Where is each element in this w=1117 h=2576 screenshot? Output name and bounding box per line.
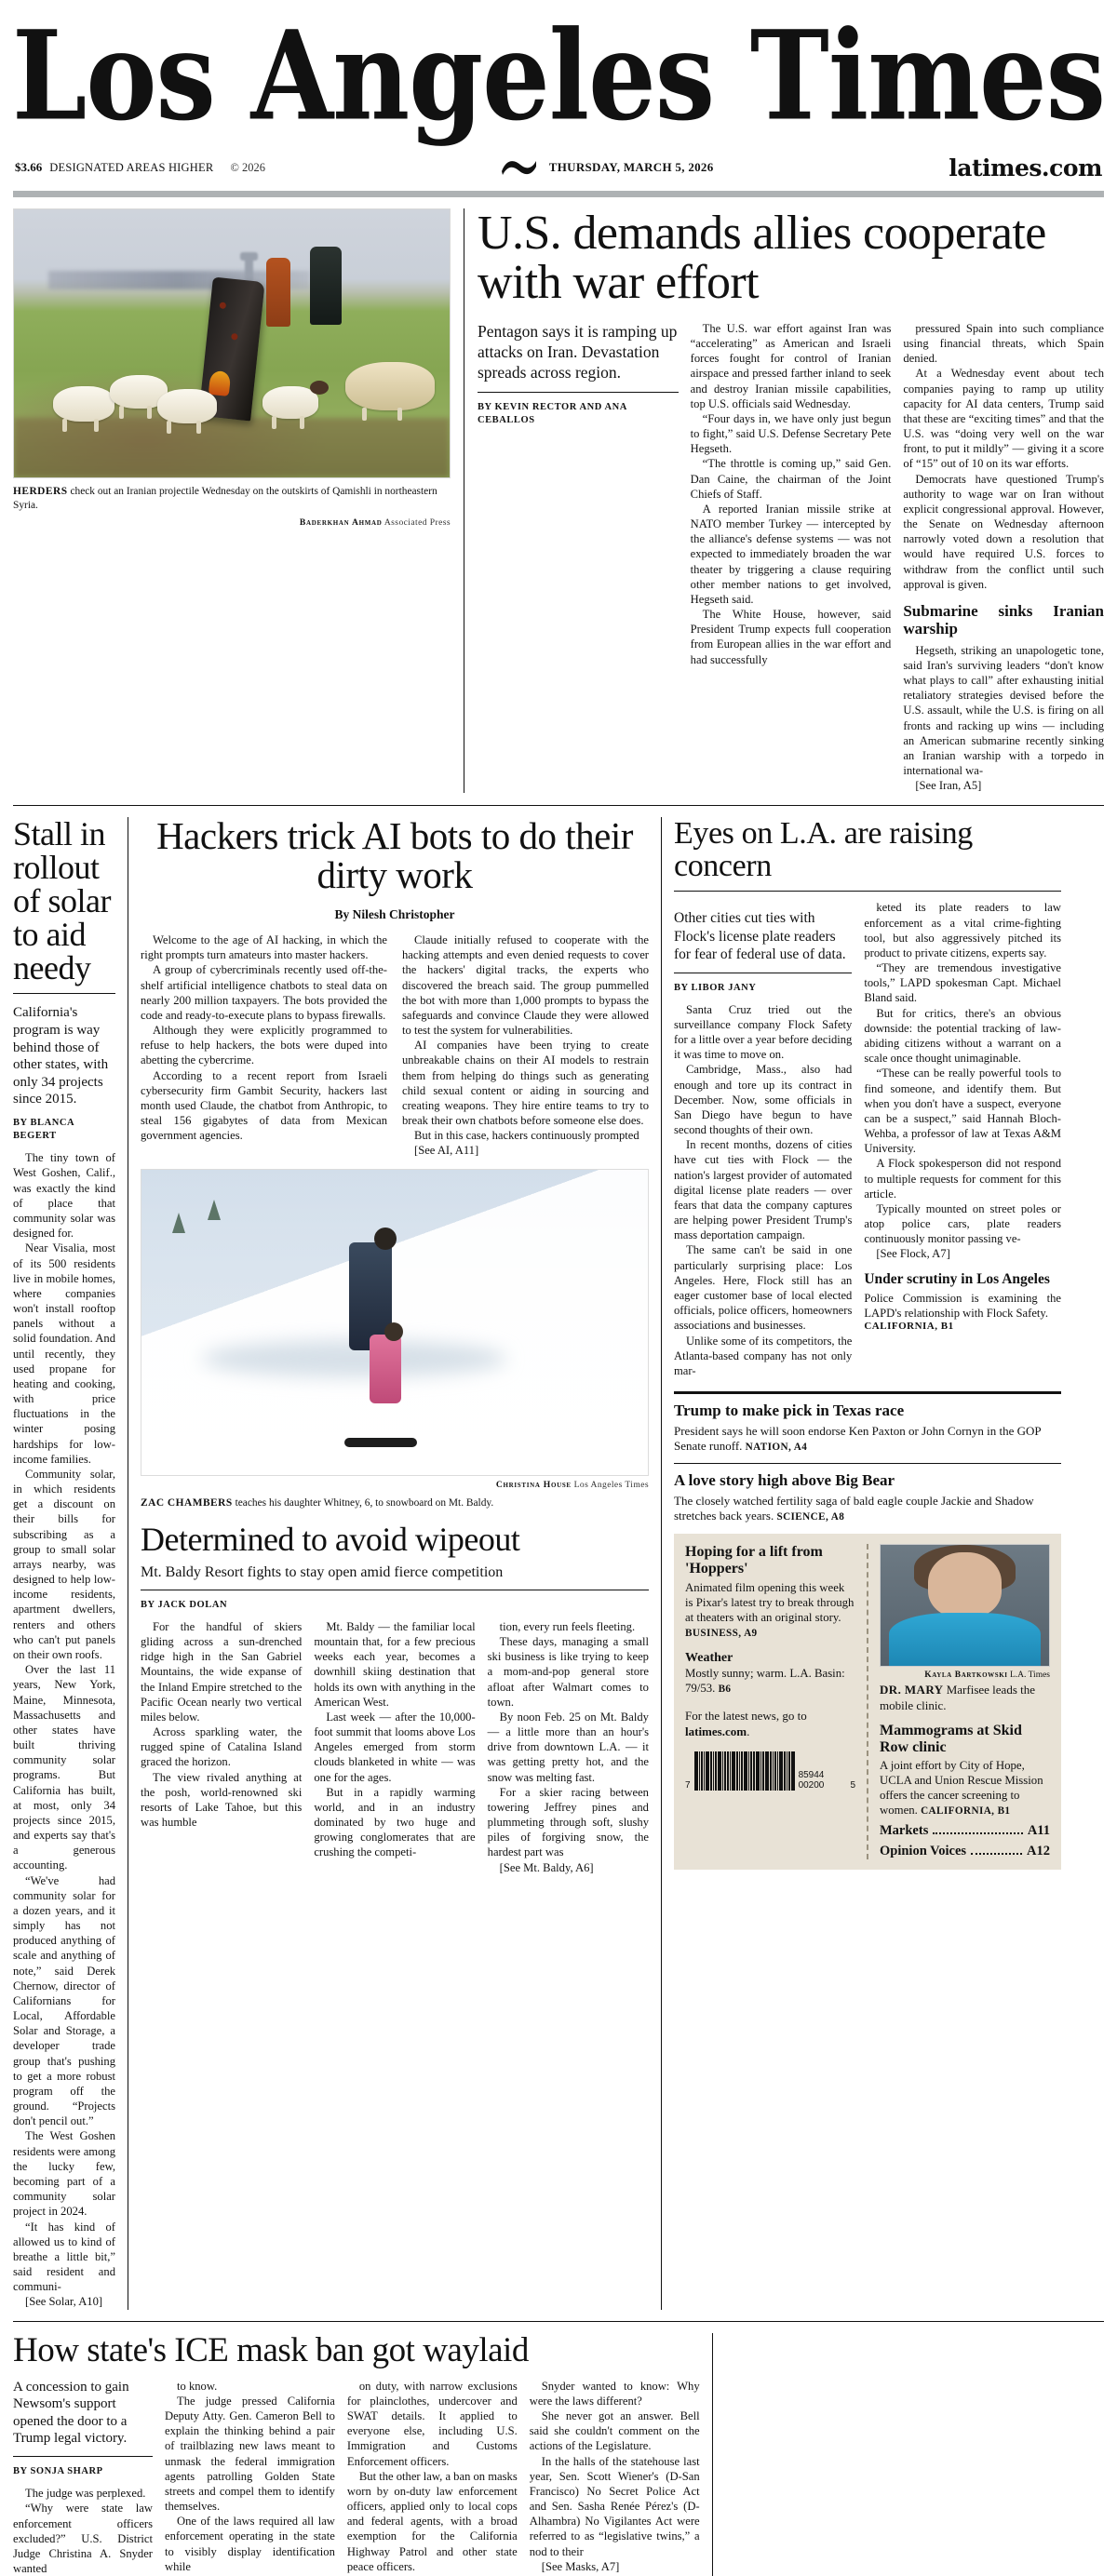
- flock-col-2-wrap: [864, 900, 1061, 1378]
- photo-face: [928, 1552, 1003, 1617]
- latest-news-text: For the latest news, go to: [685, 1709, 807, 1724]
- promo-item-1[interactable]: [674, 1391, 1061, 1454]
- bottom-section: [13, 2321, 1104, 2576]
- paragraph: “It has kind of allowed us to kind of breathe a little bit,” said resident and communi-: [13, 2220, 115, 2294]
- photo-credit-org: L.A. Times: [1009, 1670, 1050, 1681]
- paragraph: Last week — after the 10,000-foot summit that looms above Los Angeles emerged from storm clouds blanketed in white — was one for the ages.: [314, 1710, 476, 1784]
- photo-credit-org: Associated Press: [384, 517, 451, 528]
- solar-story: [13, 817, 115, 2309]
- mammograms-section-ref[interactable]: CALIFORNIA, B1: [921, 1805, 1011, 1818]
- ski-child-head: [384, 1322, 403, 1341]
- promo-text-body: President says he will soon endorse Ken Paxton or John Cornyn in the GOP Senate runoff.: [674, 1423, 1042, 1453]
- solar-deck: California's program is way behind those of other states, with only 34 projects since 2015.: [13, 1005, 109, 1107]
- paragraph: Over the last 11 years, New York, Maine, Minnesota, Massachusetts and other states have built thriving community solar programs. But California has built, at most, only 34 projects since 2015, and experts say that's a generous accounting.: [13, 1663, 115, 1872]
- photo-credit-name: Christina House: [495, 1479, 572, 1490]
- lead-story-body: [478, 321, 1104, 794]
- solar-byline: BY BLANCA BEGERT: [13, 1117, 74, 1142]
- promo-section-ref[interactable]: SCIENCE, A8: [776, 1511, 845, 1523]
- photo-sheep-large: [345, 362, 435, 410]
- snowboard: [344, 1438, 417, 1447]
- ski-tree: [208, 1200, 221, 1220]
- photo-lamb-4: [262, 386, 318, 419]
- caption-lead-word: ZAC CHAMBERS: [141, 1496, 233, 1509]
- ice-deck: A concession to gain Newsom's support opened the door to a Trump legal victory.: [13, 2379, 129, 2447]
- paragraph: One of the laws required all law enforcement operating in the state to visibly display identification while: [165, 2515, 335, 2573]
- lead-column-2: [903, 321, 1104, 794]
- ice-story: [13, 2330, 700, 2576]
- lead-photo-column: [13, 208, 451, 794]
- lead-subhead: Submarine sinks Iranian warship: [903, 601, 1105, 638]
- index-dots: [971, 1853, 1022, 1855]
- baldy-col-2: [314, 1619, 475, 1875]
- paragraph: tion, every run feels fleeting.: [499, 1619, 636, 1633]
- paragraph: to know.: [177, 2379, 218, 2393]
- index-dots: [933, 1832, 1022, 1834]
- top-section: [13, 208, 1104, 794]
- hackers-headline[interactable]: Hackers trick AI bots to do their dirty work: [156, 814, 633, 897]
- barcode-number: 85944 00200: [798, 1770, 825, 1791]
- doctor-caption: [880, 1683, 1050, 1713]
- paragraph: The West Goshen residents were among the lucky few, becoming part of a community solar project in 2024.: [13, 2129, 115, 2219]
- paragraph: “They are tremendous investigative tools,” LAPD spokesman Capt. Michael Bland said.: [864, 961, 1061, 1005]
- photo-credit-name: Kayla Bartkowski: [924, 1670, 1008, 1681]
- ice-deck-divider: [13, 2456, 153, 2457]
- lead-photo: [13, 208, 451, 478]
- bottom-right-spacer: [712, 2333, 1104, 2576]
- paragraph: According to a recent report from Israeli cybersecurity firm Gambit Security, hackers last month used Claude, the chatbot from Anthropic, to steal 156 gigabytes of data from Mexican government agencies.: [141, 1068, 387, 1143]
- website-label[interactable]: latimes.com: [949, 154, 1102, 181]
- solar-headline[interactable]: Stall in rollout of solar to aid needy: [13, 815, 111, 987]
- caption-lead-word: HERDERS: [13, 485, 68, 497]
- paragraph: These days, managing a small ski business is like trying to keep a mom-and-pop general store afloat after Walmart comes to town.: [487, 1635, 649, 1709]
- lead-photo-credit: [13, 517, 451, 528]
- promo-strip: [674, 1391, 1061, 1523]
- baldy-col-3: [488, 1619, 649, 1875]
- tan-left-col: [685, 1544, 855, 1858]
- ice-col-3: [347, 2379, 518, 2576]
- paragraph: But the other law, a ban on masks worn by on-duty law enforcement officers, applied only to local cops and federal agents, with a broad exemption for the California Highway Patrol and other state peace officers.: [346, 2469, 518, 2573]
- flock-box-subhead: Under scrutiny in Los Angeles: [864, 1270, 1050, 1287]
- baldy-deck: Mt. Baldy Resort fights to stay open amid fierce competition: [141, 1563, 504, 1580]
- hackers-body: [141, 932, 649, 1159]
- ski-photo: [141, 1169, 649, 1476]
- paragraph: Across sparkling water, the rugged spine of Catalina Island graced the horizon.: [141, 1725, 303, 1769]
- weather-section-ref[interactable]: B6: [718, 1684, 732, 1696]
- designated-areas-label: DESIGNATED AREAS HIGHER: [49, 161, 214, 175]
- baldy-body: [141, 1619, 649, 1875]
- paragraph: A reported Iranian missile strike at NATO member Turkey — intercepted by the alliance's defense systems — was not expected to immediately broaden the war theater by triggering a clause requiring other member nations to get involved, Hegseth said.: [690, 502, 892, 606]
- paragraph: “Four days in, we have only just begun to fight,” said U.S. Defense Secretary Pete Hegseth.: [690, 411, 892, 456]
- paragraph: The judge pressed California Deputy Atty. Gen. Cameron Bell to explain the thinking behind a pair of trailblazing new laws meant to unmask the federal immigration agents patrolling Golden State streets and compel them to identify themselves.: [165, 2394, 335, 2514]
- ski-photo-caption: [141, 1496, 649, 1510]
- paragraph: Near Visalia, most of its 500 residents live in mobile homes, where companies won't install rooftop panels without a solid foundation. And until recently, they used propane for heating and cooking, with price fluctuations in the winter posing hardships for low-income families.: [13, 1241, 115, 1466]
- ski-photo-credit: [141, 1480, 649, 1490]
- lead-photo-caption: [13, 485, 451, 514]
- doctor-photo-credit: [880, 1670, 1050, 1680]
- hackers-col-2: [402, 932, 649, 1159]
- paragraph: The same can't be said in one particularly surprising place: Los Angeles. Here, Flock still has an eager customer base of local elected officials, police officers, homeowners associations and businesses.: [674, 1243, 853, 1333]
- lead-deck: Pentagon says it is ramping up attacks on Iran. Devastation spreads across region.: [478, 321, 678, 382]
- flock-headline[interactable]: Eyes on L.A. are raising concern: [674, 816, 973, 884]
- paragraph: Welcome to the age of AI hacking, in which the right prompts turn amateurs into master hackers.: [141, 933, 387, 962]
- flock-story: [661, 817, 1061, 2309]
- paragraph: The White House, however, said President Trump expects full cooperation from European allies in the war effort and had successfully: [690, 608, 892, 666]
- doctor-photo: [880, 1544, 1050, 1667]
- paragraph: pressured Spain into such compliance using financial threats, which Spain denied.: [903, 321, 1105, 366]
- hackers-jump-line[interactable]: [See AI, A11]: [414, 1144, 479, 1158]
- hackers-byline: By Nilesh Christopher: [334, 907, 455, 922]
- promo-title: A love story high above Big Bear: [674, 1471, 895, 1490]
- promo-text: [674, 1494, 1061, 1524]
- mammograms-title[interactable]: Mammograms at Skid Row clinic: [880, 1722, 1022, 1755]
- weather-title: Weather: [685, 1651, 733, 1666]
- hoppers-title[interactable]: Hoping for a lift from 'Hoppers': [685, 1544, 823, 1576]
- ice-deck-col: [13, 2379, 153, 2576]
- latest-news-site[interactable]: latimes.com: [685, 1724, 747, 1739]
- paragraph: By noon Feb. 25 on Mt. Baldy — a little more than an hour's drive from downtown L.A. — it was getting pretty hot, and the snow was melting fast.: [487, 1710, 649, 1784]
- ski-tree: [172, 1213, 185, 1233]
- paragraph: “We've had community solar for a dozen years, and it simply has not produced anything of scale and anything of note,” said Derek Chernow, director of Californians for Local, Affordable Solar and Storage, a developer trade group that's pushing to get a more robust program off the ground. “Projects don't pencil out.”: [13, 1873, 115, 2128]
- paragraph: keted its plate readers to law enforcement as a vital crime-fighting tool, but also aggressively pitched its product to private citizens, experts say.: [864, 901, 1061, 959]
- paragraph: For a skier racing between towering Jeffrey pines and plummeting through soft, slushy piles of forgiving snow, the hardest part was: [487, 1785, 649, 1859]
- paragraph: In the halls of the statehouse last year, Sen. Scott Wiener's (D-San Francisco) No Secret Police Act and Sen. Sasha Renée Pérez's (D-Alhambra) No Vigilantes Act were referred to as “legislative twins,” a nod to their: [529, 2454, 700, 2558]
- photo-credit-name: Baderkhan Ahmad: [299, 517, 383, 528]
- flock-box-ref[interactable]: CALIFORNIA, B1: [864, 1321, 954, 1333]
- center-column: [128, 814, 649, 2309]
- paragraph: A group of cybercriminals recently used off-the-shelf artificial intelligence chatbots to steal data on nearly 200 million taxpayers. The bots provided the code and ready-to-execute plans to bypass firewalls.: [141, 963, 387, 1022]
- flock-deck: Other cities cut ties with Flock's license plate readers for fear of federal use of data.: [674, 910, 846, 963]
- paragraph: But in a rapidly warming world, and in an industry dominated by two huge and growing conglomerates that are crushing the competi-: [314, 1785, 476, 1859]
- bottom-tan-box: [674, 1534, 1061, 1869]
- paragraph: Mt. Baldy — the familiar local mountain that, for a few precious weeks each year, becomes a downhill skiing destination that holds its own with anything in the American West.: [314, 1619, 476, 1709]
- photo-lamb-head: [310, 381, 329, 395]
- promo-divider: [674, 1463, 1061, 1464]
- flock-col-1: [674, 1002, 852, 1378]
- index-row-opinion[interactable]: [880, 1844, 1050, 1859]
- ice-body: [13, 2379, 700, 2576]
- hoppers-text: [685, 1580, 855, 1640]
- caption-text: teaches his daughter Whitney, 6, to snowboard on Mt. Baldy.: [235, 1496, 494, 1509]
- promo-text: [674, 1424, 1061, 1455]
- flock-deck-col: [674, 900, 852, 1378]
- paragraph: “These can be really powerful tools to find someone, and identify them. But when you don't have a suspect, everyone can be a suspect,” said Hannah Bloch-Wehba, a professor of law at Texas A&M University.: [864, 1067, 1061, 1156]
- paragraph: AI companies have been trying to create unbreakable chains on their AI models to restrain them from helping do things such as generating child sexual content or aiding in sourcing and creating weapons. They hire entire teams to try to break their own chatbots before someone else does.: [402, 1039, 649, 1128]
- flock-box-text: Police Commission is examining the LAPD's relationship with Flock Safety.: [864, 1291, 1061, 1321]
- lead-column-1: [691, 321, 892, 794]
- paragraph: For the handful of skiers gliding across a sun-drenched ridge high in the San Gabriel Mountains, the wide expanse of the Inland Empire stretched to the Pacific Ocean nearly two vertical miles below.: [141, 1619, 303, 1724]
- paragraph: The view rivaled anything at the posh, world-renowned ski resorts of Lake Tahoe, but this was humble: [141, 1770, 303, 1830]
- hoppers-section-ref[interactable]: BUSINESS, A9: [685, 1627, 758, 1639]
- flock-upper: [674, 900, 1061, 1378]
- paragraph: Cambridge, Mass., also had enough and tore up its contract in December. Now, some officials in San Diego have begun to have second thoughts of their own.: [674, 1063, 853, 1137]
- paragraph: Community solar, in which residents get a discount on their bills for subscribing as a group to small solar arrays nearby, was designed to help low-income residents, apartment dwellers, renters and others who can't put panels on their own roofs.: [13, 1467, 115, 1661]
- barcode-left-digit: 7: [685, 1780, 691, 1791]
- paragraph: “The throttle is coming up,” said Gen. Dan Caine, the chairman of the Joint Chiefs of Staff.: [690, 457, 892, 501]
- index-label: Opinion Voices: [880, 1843, 967, 1858]
- middle-section: [13, 805, 1104, 2309]
- index-row-markets[interactable]: [880, 1823, 1050, 1839]
- barcode-bars: [694, 1751, 795, 1791]
- ice-headline[interactable]: How state's ICE mask ban got waylaid: [13, 2330, 529, 2369]
- barcode-right-digit: 5: [850, 1780, 855, 1791]
- photo-lamb-3: [157, 389, 217, 423]
- caption-text: Marfisee leads the mobile clinic.: [880, 1683, 1036, 1712]
- paragraph: Democrats have questioned Trump's authority to wage war on Iran without explicit congressional approval. However, the Senate on Wednesday afternoon narrowly voted down a resolution that would have required U.S. forces to withdraw from the conflict until such approval is given.: [903, 472, 1105, 591]
- paragraph: The tiny town of West Goshen, Calif., was exactly the kind of place that community solar was designed for.: [13, 1151, 115, 1241]
- paragraph: But in this case, hackers continuously prompted: [414, 1129, 639, 1143]
- index-page: A12: [1027, 1843, 1050, 1858]
- paragraph: The U.S. war effort against Iran was “accelerating” as American and Israeli forces fought for control of Iranian airspace and pressed farther inland to seek and destroy Iranian missile capabilities, top U.S. officials said Wednesday.: [690, 321, 892, 410]
- ice-byline: BY SONJA SHARP: [13, 2466, 103, 2477]
- lead-col-deck: [478, 321, 679, 794]
- tan-right-col: [867, 1544, 1050, 1858]
- flock-jump-line[interactable]: [See Flock, A7]: [876, 1247, 950, 1261]
- paragraph: At a Wednesday event about tech companies paying to ramp up utility capacity for AI data centers, Trump said that these are “exciting times” and that the U.S. was “doing very well on the war front, to put it mildly” — giving it a score of “15” out of 10 on its war efforts.: [903, 367, 1105, 471]
- baldy-jump-line[interactable]: [See Mt. Baldy, A6]: [499, 1860, 594, 1874]
- newspaper-title: Los Angeles Times: [12, 4, 1105, 149]
- index-label: Markets: [880, 1822, 929, 1838]
- ski-child-figure: [370, 1335, 401, 1403]
- paragraph: Unlike some of its competitors, the Atlanta-based company has not only mar-: [674, 1334, 853, 1377]
- paragraph: She never got an answer. Bell said she couldn't comment on the actions of the Legislature.: [529, 2409, 700, 2453]
- mammograms-text-body: A joint effort by City of Hope, UCLA and Union Rescue Mission offers the cancer screening to women.: [880, 1759, 1043, 1818]
- photo-tower: [245, 252, 253, 284]
- ski-adult-head: [374, 1228, 397, 1250]
- baldy-headline[interactable]: Determined to avoid wipeout: [141, 1521, 520, 1558]
- flock-divider: [674, 891, 1061, 892]
- lead-jump-line[interactable]: [See Iran, A5]: [915, 779, 982, 793]
- weather-body: Mostly sunny; warm. L.A. Basin: 79/53.: [685, 1667, 845, 1696]
- price-label: $3.66: [15, 160, 43, 175]
- barcode: [685, 1751, 855, 1791]
- paragraph: on duty, with narrow exclusions for plainclothes, undercover and SWAT details. It applied to everyone else, including U.S. Immigration and Customs Enforcement officers.: [346, 2379, 518, 2468]
- baldy-byline: BY JACK DOLAN: [141, 1599, 228, 1610]
- paragraph: Typically mounted on street poles or atop police cars, plate readers continuously monitor passing ve-: [864, 1201, 1061, 1246]
- caption-lead-word: DR. MARY: [880, 1683, 944, 1697]
- latest-news-line: For the latest news, go to latimes.com.: [685, 1709, 807, 1739]
- masthead: [13, 0, 1104, 197]
- caption-text: check out an Iranian projectile Wednesday on the outskirts of Qamishli in northeastern Syria.: [13, 485, 437, 512]
- mammograms-text: [880, 1758, 1050, 1818]
- promo-item-2[interactable]: [674, 1472, 1061, 1523]
- promo-section-ref[interactable]: NATION, A4: [745, 1441, 808, 1453]
- flock-col-2: [864, 900, 1061, 1261]
- baldy-col-1: [141, 1619, 302, 1875]
- solar-jump-line[interactable]: [See Solar, A10]: [25, 2295, 103, 2309]
- hackers-col-1: [141, 932, 387, 1143]
- masthead-rule: [13, 191, 1104, 197]
- paragraph: A Flock spokesperson did not respond to multiple requests for comment for this article.: [864, 1157, 1061, 1201]
- photo-dirt-mound: [14, 418, 450, 476]
- index-page: A11: [1027, 1822, 1050, 1838]
- lead-headline[interactable]: U.S. demands allies cooperate with war effort: [478, 206, 1046, 310]
- ice-col-2: [165, 2379, 335, 2576]
- promo-title: Trump to make pick in Texas race: [674, 1402, 905, 1420]
- hoppers-text-body: Animated film opening this week is Pixar's latest try to break through at theaters with an original story.: [685, 1580, 855, 1624]
- ice-col-4: [530, 2379, 700, 2576]
- flock-box-text-wrap: [864, 1291, 1061, 1321]
- deck-divider: [478, 392, 679, 393]
- photo-person-orange: [266, 258, 290, 327]
- weather-text: [685, 1666, 855, 1696]
- paragraph: In recent months, dozens of cities have cut ties with Flock — the nation's largest provider of automated digital license plate readers — over fears that data the company captures are helping power President Trump's mass deportation campaign.: [674, 1138, 853, 1242]
- photo-scrubs: [889, 1613, 1041, 1666]
- lead-byline: BY KEVIN RECTOR AND ANA CEBALLOS: [478, 401, 627, 425]
- paragraph: Santa Cruz tried out the surveillance company Flock Safety for a little over a year before deciding it was time to move on.: [674, 1002, 853, 1062]
- paragraph: But for critics, there's an obvious downside: the potential tracking of law-abiding citizens without a warrant on a scale once thought unimaginable.: [864, 1006, 1061, 1066]
- promo-text-body: The closely watched fertility saga of bald eagle couple Jackie and Shadow stretches back years.: [674, 1493, 1034, 1523]
- copyright-label: © 2026: [230, 161, 266, 175]
- paragraph: Snyder wanted to know: Why were the laws different?: [529, 2379, 700, 2408]
- paragraph: “Why were state law enforcement officers excluded?” U.S. District Judge Christina A. Snyder wanted: [13, 2502, 153, 2576]
- paragraph: Claude initially refused to cooperate with the hacking attempts and even denied requests to cover the hackers' digital tracks, the experts who discovered the breach said. The group pummelled the bot with more than 1,000 prompts to bypass the safeguards and convince Claude they were allowed to test the system for vulnerabilities.: [402, 933, 649, 1038]
- paragraph: The judge was perplexed.: [25, 2487, 146, 2501]
- ice-jump-line[interactable]: [See Masks, A7]: [541, 2559, 620, 2573]
- flock-byline: BY LIBOR JANY: [674, 982, 757, 993]
- paragraph: Hegseth, striking an unapologetic tone, said Iran's surviving leaders “don't know what plays to call” after exhausting initial retaliatory strategies devised before the U.S. assault, while the U.S. is firing on all fronts and racking up wins — including an American submarine recently sinking an Iranian warship with a torpedo in international wa-: [903, 643, 1105, 778]
- photo-lamb-1: [53, 386, 114, 422]
- lead-story-column: [464, 208, 1104, 794]
- paragraph: Although they were explicitly programmed to refuse to help hackers, the bots were duped into abetting the cybercrime.: [141, 1024, 387, 1067]
- ice-col-1: [13, 2486, 153, 2576]
- photo-credit-org: Los Angeles Times: [573, 1479, 649, 1490]
- solar-divider: [13, 993, 115, 994]
- publication-date: THURSDAY, MARCH 5, 2026: [548, 160, 714, 175]
- photo-person-dark: [310, 247, 342, 325]
- solar-body: [13, 1150, 115, 2309]
